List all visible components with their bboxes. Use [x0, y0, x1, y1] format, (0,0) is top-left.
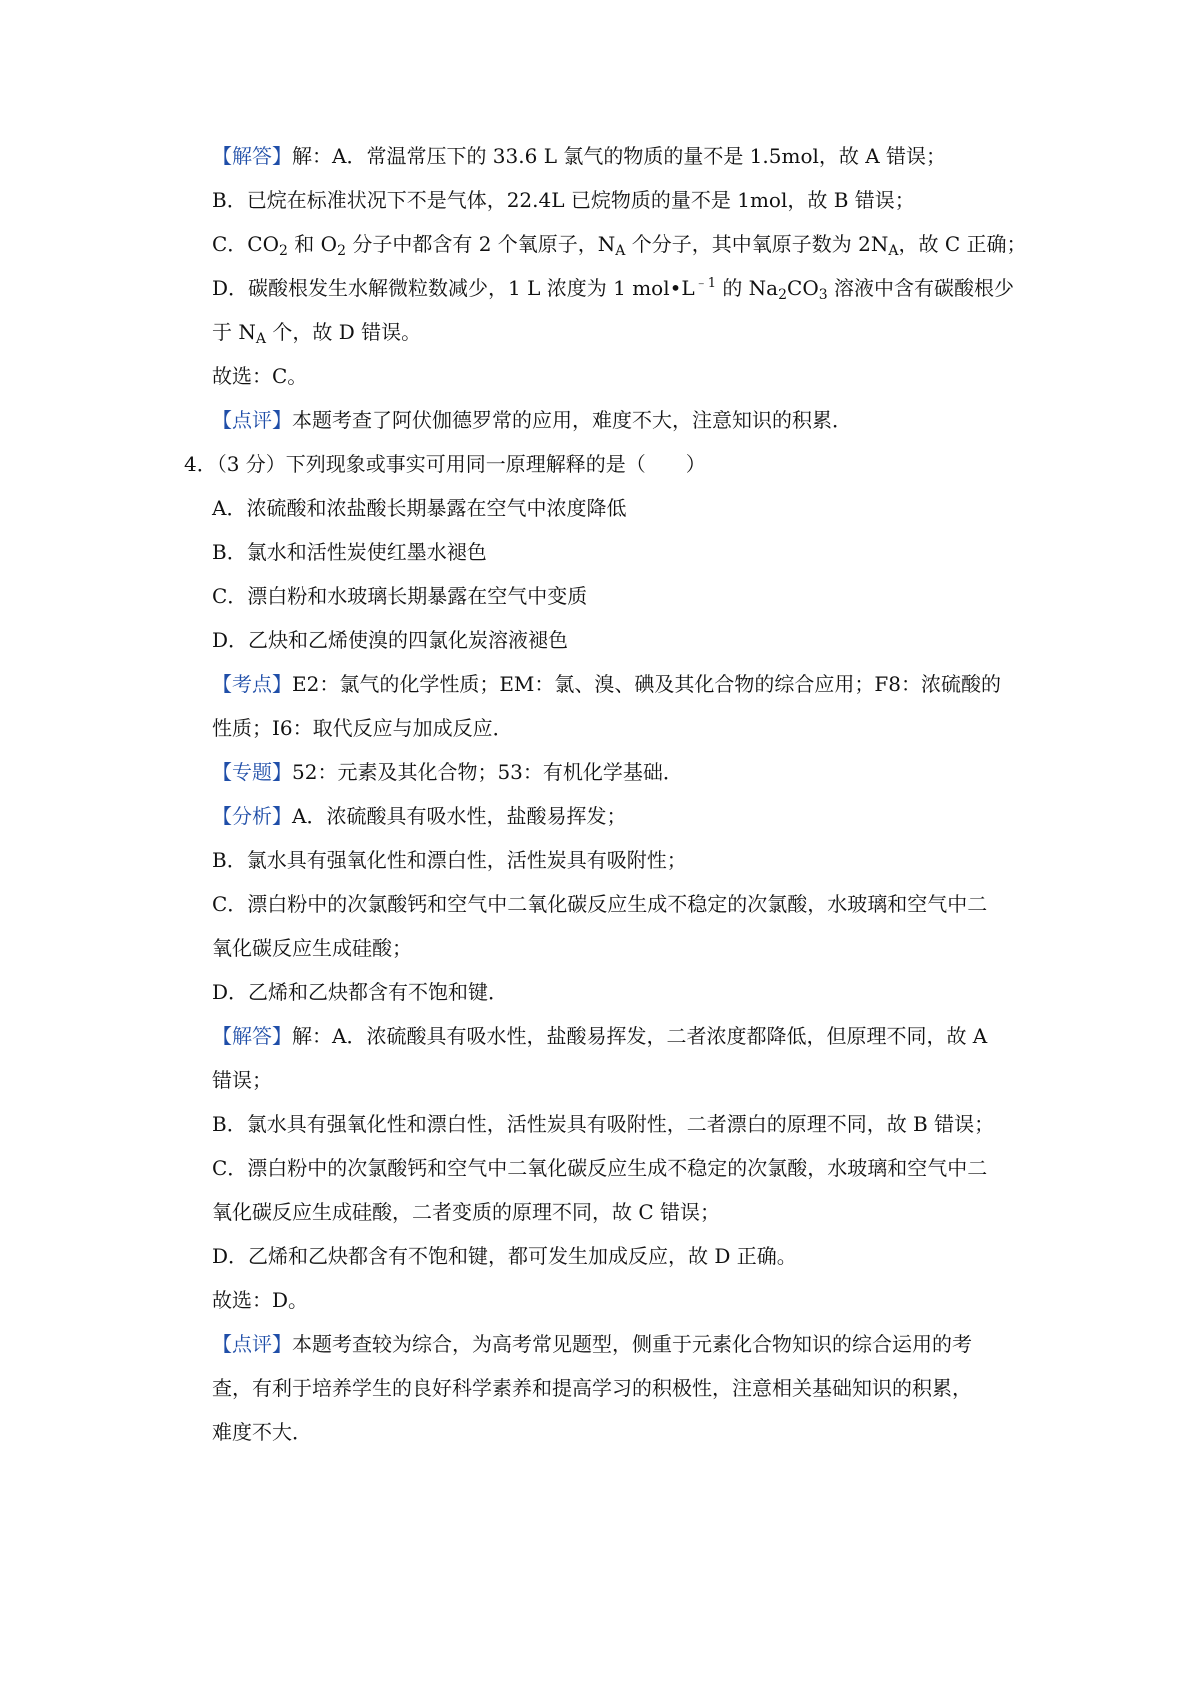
subscript: 3 — [818, 287, 828, 303]
fenxi-line-c1 — [212, 890, 987, 918]
answer-line-d1 — [212, 274, 1014, 302]
option-b — [212, 538, 487, 566]
dianping-line-1 — [212, 1330, 972, 1358]
dianping-line-3 — [212, 1418, 312, 1446]
text: ，故 C 正确； — [898, 232, 1027, 256]
zhuanti-text: 52：元素及其化合物；53：有机化学基础． — [292, 760, 683, 784]
jieda-tag: 【解答】 — [212, 1024, 292, 1048]
subscript: 2 — [279, 243, 288, 259]
fenxi-line-c2 — [212, 934, 412, 962]
choice-text: 故选：D。 — [212, 1288, 309, 1312]
jieda-line-a2 — [212, 1066, 272, 1094]
choice-line — [212, 362, 307, 390]
fenxi-text: C．漂白粉中的次氯酸钙和空气中二氧化碳反应生成不稳定的次氯酸，水玻璃和空气中二 — [212, 892, 988, 916]
kaodian-tag: 【考点】 — [212, 672, 292, 696]
choice-line — [212, 1286, 308, 1314]
text: 和 O — [287, 232, 338, 256]
fenxi-text: B．氯水具有强氧化性和漂白性，活性炭具有吸附性； — [212, 848, 687, 872]
text: CO — [787, 276, 819, 300]
jieda-text: 氧化碳反应生成硅酸，二者变质的原理不同，故 C 错误； — [212, 1200, 721, 1224]
subscript: 2 — [778, 287, 788, 303]
kaodian-text: E2：氯气的化学性质；EM：氯、溴、碘及其化合物的综合应用；F8：浓硫酸的 — [292, 672, 1002, 696]
comment-text: 本题考查了阿伏伽德罗常的应用，难度不大，注意知识的积累． — [292, 408, 852, 432]
dianping-text: 难度不大． — [212, 1420, 312, 1444]
option-c — [212, 582, 587, 610]
zhuanti-tag: 【专题】 — [212, 760, 292, 784]
subscript: A — [255, 331, 266, 347]
fenxi-tag: 【分析】 — [212, 804, 292, 828]
jieda-text: 错误； — [212, 1068, 272, 1092]
text: 个分子，其中氧原子数为 2N — [625, 232, 889, 256]
answer-text: B．已烷在标准状况下不是气体，22.4L 已烷物质的量不是 1mol，故 B 错误； — [212, 188, 915, 212]
kaodian-line-2 — [212, 714, 513, 742]
choice-text: 故选：C。 — [212, 364, 308, 388]
answer-line-b — [212, 186, 915, 214]
text: 的 Na — [715, 276, 779, 300]
dianping-text: 查，有利于培养学生的良好科学素养和提高学习的积极性，注意相关基础知识的积累， — [212, 1376, 972, 1400]
text: C．CO — [212, 232, 280, 256]
question-stem-text: 4．（3 分）下列现象或事实可用同一原理解释的是（ ） — [184, 452, 706, 476]
text: 溶液中含有碳酸根少 — [827, 276, 1015, 300]
text: 分子中都含有 2 个氧原子，N — [345, 232, 616, 256]
dianping-tag: 【点评】 — [212, 1332, 292, 1356]
kaodian-line-1 — [212, 670, 1001, 698]
fenxi-text: 氧化碳反应生成硅酸； — [212, 936, 412, 960]
jieda-line-d — [212, 1242, 797, 1270]
jieda-line-b — [212, 1110, 994, 1138]
answer-line-a — [212, 142, 946, 170]
dianping-text: 本题考查较为综合，为高考常见题型，侧重于元素化合物知识的综合运用的考 — [292, 1332, 972, 1356]
option-text: C．漂白粉和水玻璃长期暴露在空气中变质 — [212, 584, 588, 608]
subscript: A — [615, 243, 626, 259]
option-d — [212, 626, 568, 654]
question-stem — [184, 450, 706, 478]
kaodian-text: 性质；I6：取代反应与加成反应． — [212, 716, 513, 740]
option-text: D．乙炔和乙烯使溴的四氯化炭溶液褪色 — [212, 628, 569, 652]
zhuanti-line — [212, 758, 683, 786]
answer-line-d2 — [212, 318, 421, 346]
fenxi-text: D．乙烯和乙炔都含有不饱和键． — [212, 980, 509, 1004]
dianping-line-2 — [212, 1374, 972, 1402]
jieda-line-a1 — [212, 1022, 987, 1050]
option-a — [212, 494, 626, 522]
answer-tag: 【解答】 — [212, 144, 292, 168]
jieda-line-c1 — [212, 1154, 987, 1182]
text: 于 N — [212, 320, 256, 344]
fenxi-line-d — [212, 978, 508, 1006]
subscript: 2 — [337, 243, 346, 259]
jieda-text: B．氯水具有强氧化性和漂白性，活性炭具有吸附性，二者漂白的原理不同，故 B 错误； — [212, 1112, 995, 1136]
text: 个，故 D 错误。 — [265, 320, 422, 344]
jieda-line-c2 — [212, 1198, 720, 1226]
superscript: ﹣1 — [694, 276, 716, 291]
answer-text: 解：A．常温常压下的 33.6 L 氯气的物质的量不是 1.5mol，故 A 错误； — [292, 144, 947, 168]
option-text: A．浓硫酸和浓盐酸长期暴露在空气中浓度降低 — [212, 496, 627, 520]
jieda-text: D．乙烯和乙炔都含有不饱和键，都可发生加成反应，故 D 正确。 — [212, 1244, 797, 1268]
jieda-text: C．漂白粉中的次氯酸钙和空气中二氧化碳反应生成不稳定的次氯酸，水玻璃和空气中二 — [212, 1156, 988, 1180]
text: D．碳酸根发生水解微粒数减少，1 L 浓度为 1 mol•L — [212, 276, 695, 300]
subscript: A — [888, 243, 899, 259]
comment-tag: 【点评】 — [212, 408, 292, 432]
answer-line-c — [212, 230, 1027, 258]
fenxi-line-a — [212, 802, 626, 830]
jieda-text: 解：A．浓硫酸具有吸水性，盐酸易挥发，二者浓度都降低，但原理不同，故 A — [292, 1024, 988, 1048]
fenxi-text: A．浓硫酸具有吸水性，盐酸易挥发； — [292, 804, 627, 828]
fenxi-line-b — [212, 846, 687, 874]
option-text: B．氯水和活性炭使红墨水褪色 — [212, 540, 487, 564]
comment-line — [212, 406, 852, 434]
